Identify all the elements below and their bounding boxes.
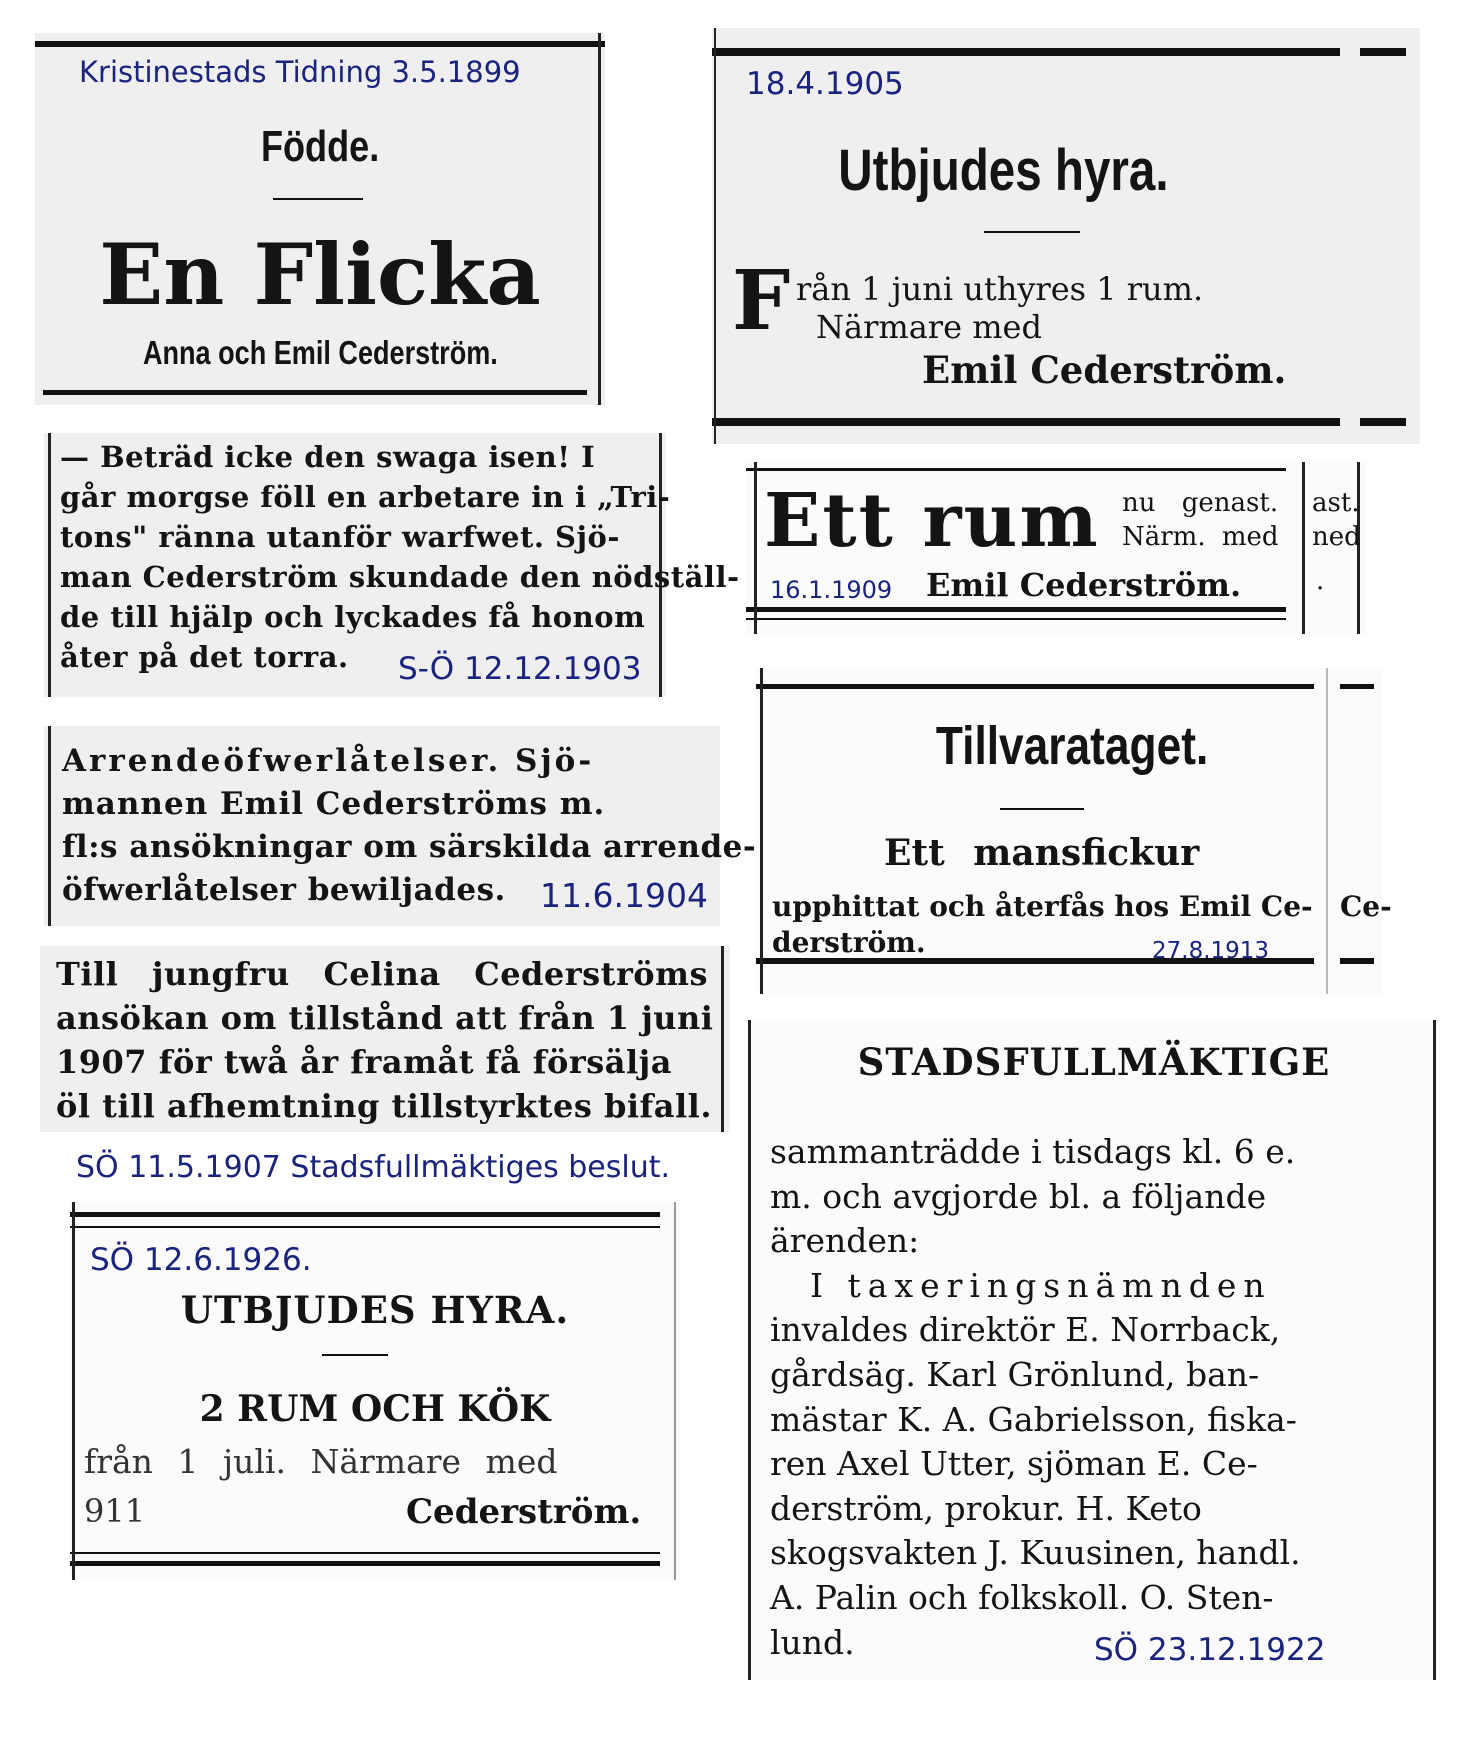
clipping-rent-1926 [70, 1202, 680, 1580]
text-line: m. och avgjorde bl. a följande [770, 1176, 1267, 1216]
clipping-birth-announcement [35, 33, 605, 405]
separator [273, 198, 363, 200]
text-line: tons" ränna utanför warfwet. Sjö- [60, 520, 620, 554]
date-label: 18.4.1905 [746, 66, 904, 102]
edge-fragment: ned [1312, 522, 1361, 552]
heading: Födde. [260, 122, 380, 171]
text-line: Arrendeöfwerlåtelser. Sjö- [62, 743, 595, 779]
clipping-beer-license-1907 [40, 946, 730, 1132]
text-line: mästar K. A. Gabrielsson, fiska- [770, 1399, 1297, 1439]
text-line: Till jungfru Celina Cederströms [56, 955, 709, 993]
headline: 2 RUM OCH KÖK [199, 1388, 551, 1430]
text-line: gårdsäg. Karl Grönlund, ban- [770, 1354, 1260, 1394]
text-line: derström, prokur. H. Keto [770, 1488, 1202, 1528]
text-line: skogsvakten J. Kuusinen, handl. [770, 1533, 1301, 1573]
text-line: invaldes direktör E. Norrback, [770, 1310, 1281, 1350]
body-line: Närmare med [816, 308, 1042, 346]
clipping-found-watch-1913 [756, 668, 1392, 994]
headline: Ett mansfickur [884, 832, 1200, 874]
text-line: A. Palin och folkskoll. O. Sten- [770, 1577, 1274, 1617]
text-line: — Beträd icke den swaga isen! I [60, 440, 596, 474]
text-line: sammanträdde i tisdags kl. 6 e. [770, 1132, 1296, 1171]
separator [1000, 808, 1084, 810]
body-line: rån 1 juni uthyres 1 rum. [796, 270, 1204, 308]
date-label: 11.6.1904 [540, 876, 708, 915]
body-line: upphittat och återfås hos Emil Ce- [772, 890, 1313, 923]
headline: En Flicka [99, 225, 541, 324]
date-label: Kristinestads Tidning 3.5.1899 [79, 55, 521, 89]
heading: STADSFULLMÄKTIGE [857, 1040, 1331, 1084]
text-line: lund. [770, 1622, 855, 1662]
separator [984, 231, 1080, 233]
date-label: S-Ö 12.12.1903 [398, 651, 642, 687]
text-line: ansökan om tillstånd att från 1 juni [56, 999, 714, 1037]
heading: UTBJUDES HYRA. [180, 1288, 570, 1332]
number: 911 [84, 1492, 146, 1530]
separator [322, 1354, 388, 1356]
text-line: man Cederström skundade den nödställ- [60, 560, 740, 594]
clipping-lease-transfer-1904 [44, 726, 757, 926]
clipping-city-council-1922 [748, 1020, 1440, 1680]
signature: Anna och Emil Cederström. [142, 334, 498, 371]
article-text [60, 437, 740, 677]
text-line: öl till afhemtning tillstyrktes bifall. [56, 1087, 712, 1125]
date-label: SÖ 12.6.1926. [90, 1242, 312, 1278]
article-text [56, 952, 713, 1128]
heading: Utbjudes hyra. [838, 138, 1169, 203]
body-line: Närm. med [1122, 522, 1279, 552]
date-label: SÖ 23.12.1922 [1094, 1632, 1326, 1668]
edge-fragment: ast. [1312, 488, 1360, 518]
body-line: från 1 juli. Närmare med [84, 1442, 558, 1481]
text-line: I taxeringsnämnden [810, 1265, 1272, 1305]
text-line: åter på det torra. [60, 640, 349, 674]
signature: Emil Cederström. [922, 348, 1287, 392]
signature: Cederström. [406, 1492, 642, 1532]
date-label: 16.1.1909 [770, 576, 893, 604]
drop-initial: F [732, 253, 791, 349]
clipping-room-1909 [746, 462, 1366, 634]
body-line: nu genast. [1122, 488, 1279, 518]
signature: Emil Cederström. [926, 566, 1242, 604]
text-line: ärenden: [770, 1221, 920, 1261]
text-line: går morgse föll en arbetare in i „Tri- [60, 480, 671, 514]
text-line: ren Axel Utter, sjöman E. Ce- [770, 1444, 1258, 1484]
text-line: 1907 för twå år framåt få försälja [56, 1043, 672, 1081]
text-line: öfwerlåtelser bewiljades. [62, 872, 506, 908]
clipping-rescue-notice-1903 [44, 433, 740, 697]
date-label: 27.8.1913 [1152, 938, 1270, 964]
edge-fragment: . [1316, 566, 1325, 596]
clipping-room-for-rent-1905 [712, 28, 1420, 444]
body-line: derström. [772, 926, 926, 959]
heading: Tillvarataget. [935, 716, 1209, 776]
text-line: mannen Emil Cederströms m. [62, 786, 606, 822]
caption: SÖ 11.5.1907 Stadsfullmäktiges beslut. [76, 1150, 671, 1185]
headline: Ett rum [764, 478, 1100, 564]
edge-fragment: Ce- [1340, 890, 1392, 923]
text-line: de till hjälp och lyckades få honom [60, 600, 646, 634]
text-line: fl:s ansökningar om särskilda arrende- [62, 829, 757, 865]
article-text [770, 1130, 1301, 1665]
